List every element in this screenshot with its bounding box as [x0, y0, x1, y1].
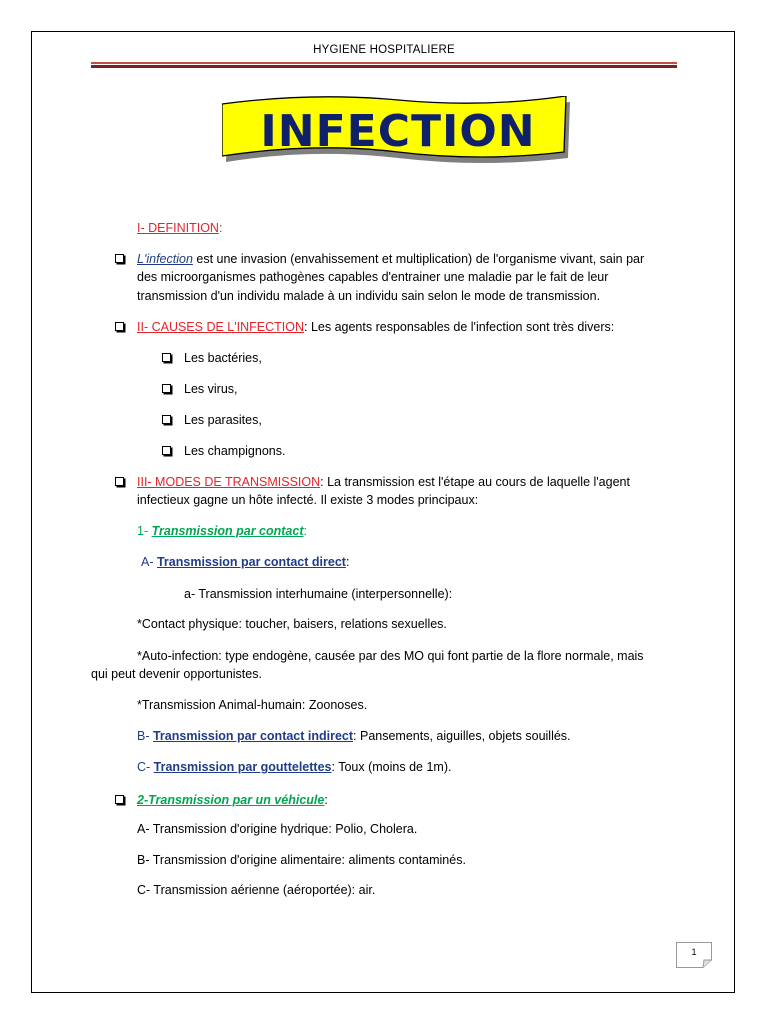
header-rule-thick	[91, 65, 677, 68]
mode-2-title: 2-Transmission par un véhicule	[137, 793, 325, 807]
mode-1b-title: Transmission par contact indirect	[152, 729, 354, 743]
mode-1c-line	[137, 758, 451, 776]
bullet-box-icon	[115, 477, 124, 486]
definition-term: L'infection	[137, 252, 193, 266]
auto-infection-line-1: *Auto-infection: type endogène, causée par des MO qui font partie de la flore normale, mais	[137, 649, 644, 663]
definition-text-1: est une invasion (envahissement et multiplication) de l'organisme vivant, sain par	[192, 252, 645, 266]
mode-1-number: 1-	[137, 524, 152, 538]
page-number: 1	[691, 947, 697, 957]
cause-item: Les champignons.	[184, 444, 286, 458]
definition-line-3: transmission d'un individu malade à un individu sain selon le mode de transmission.	[137, 289, 601, 303]
mode-1a-prefix: A-	[141, 555, 157, 569]
causes-text: : Les agents responsables de l'infection sont très divers:	[304, 320, 615, 334]
modes-heading: III- MODES DE TRANSMISSION	[137, 475, 321, 489]
title-banner	[222, 96, 574, 166]
vehicule-item: B- Transmission d'origine alimentaire: aliments contaminés.	[137, 853, 466, 867]
definition-line-1	[137, 250, 644, 268]
page-border	[31, 31, 735, 993]
cause-item: Les virus,	[184, 382, 238, 396]
contact-physique-line: *Contact physique: toucher, baisers, relations sexuelles.	[137, 617, 447, 631]
mode-1a-colon: :	[345, 555, 350, 569]
vehicule-item: C- Transmission aérienne (aéroportée): air.	[137, 883, 376, 897]
mode-1a-heading	[141, 553, 349, 571]
mode-1b-prefix: B-	[137, 729, 153, 743]
bullet-box-icon	[162, 384, 171, 393]
section-causes	[137, 318, 614, 336]
mode-1b-text: : Pansements, aiguilles, objets souillés.	[353, 729, 571, 743]
definition-line-2: des microorganismes pathogènes capables d'entrainer une maladie par le fait de leur	[137, 270, 609, 284]
bullet-box-icon	[115, 795, 124, 804]
header-rule-thin	[91, 62, 677, 64]
mode-1c-title: Transmission par gouttelettes	[153, 760, 332, 774]
definition-colon: :	[218, 221, 223, 235]
page-header: HYGIENE HOSPITALIERE	[313, 44, 455, 56]
auto-infection-line-2: qui peut devenir opportunistes.	[91, 667, 262, 681]
mode-1c-text: : Toux (moins de 1m).	[331, 760, 452, 774]
causes-heading: II- CAUSES DE L'INFECTION	[137, 320, 304, 334]
banner-title: INFECTION	[260, 106, 536, 157]
bullet-box-icon	[162, 446, 171, 455]
modes-text-1: : La transmission est l'étape au cours de laquelle l'agent	[320, 475, 630, 489]
bullet-box-icon	[162, 353, 171, 362]
modes-text-2: infectieux gagne un hôte infecté. Il existe 3 modes principaux:	[137, 493, 479, 507]
interhumaine-line: a- Transmission interhumaine (interpersonnelle):	[184, 587, 453, 601]
mode-2-colon: :	[324, 793, 328, 807]
cause-item: Les parasites,	[184, 413, 262, 427]
page-number-box	[676, 942, 712, 968]
vehicule-item: A- Transmission d'origine hydrique: Polio, Cholera.	[137, 822, 418, 836]
cause-item: Les bactéries,	[184, 351, 262, 365]
mode-1-colon: :	[303, 524, 307, 538]
mode-1c-prefix: C-	[137, 760, 154, 774]
mode-1-title: Transmission par contact	[151, 524, 304, 538]
bullet-box-icon	[115, 254, 124, 263]
section-definition	[137, 219, 222, 237]
mode-1b-line	[137, 727, 571, 745]
bullet-box-icon	[162, 415, 171, 424]
definition-heading: I- DEFINITION	[137, 221, 219, 235]
mode-1a-title: Transmission par contact direct	[156, 555, 346, 569]
section-modes	[137, 473, 630, 491]
mode-2-heading	[137, 791, 328, 809]
mode-1-heading	[137, 522, 307, 540]
bullet-box-icon	[115, 322, 124, 331]
zoonoses-line: *Transmission Animal-humain: Zoonoses.	[137, 698, 368, 712]
